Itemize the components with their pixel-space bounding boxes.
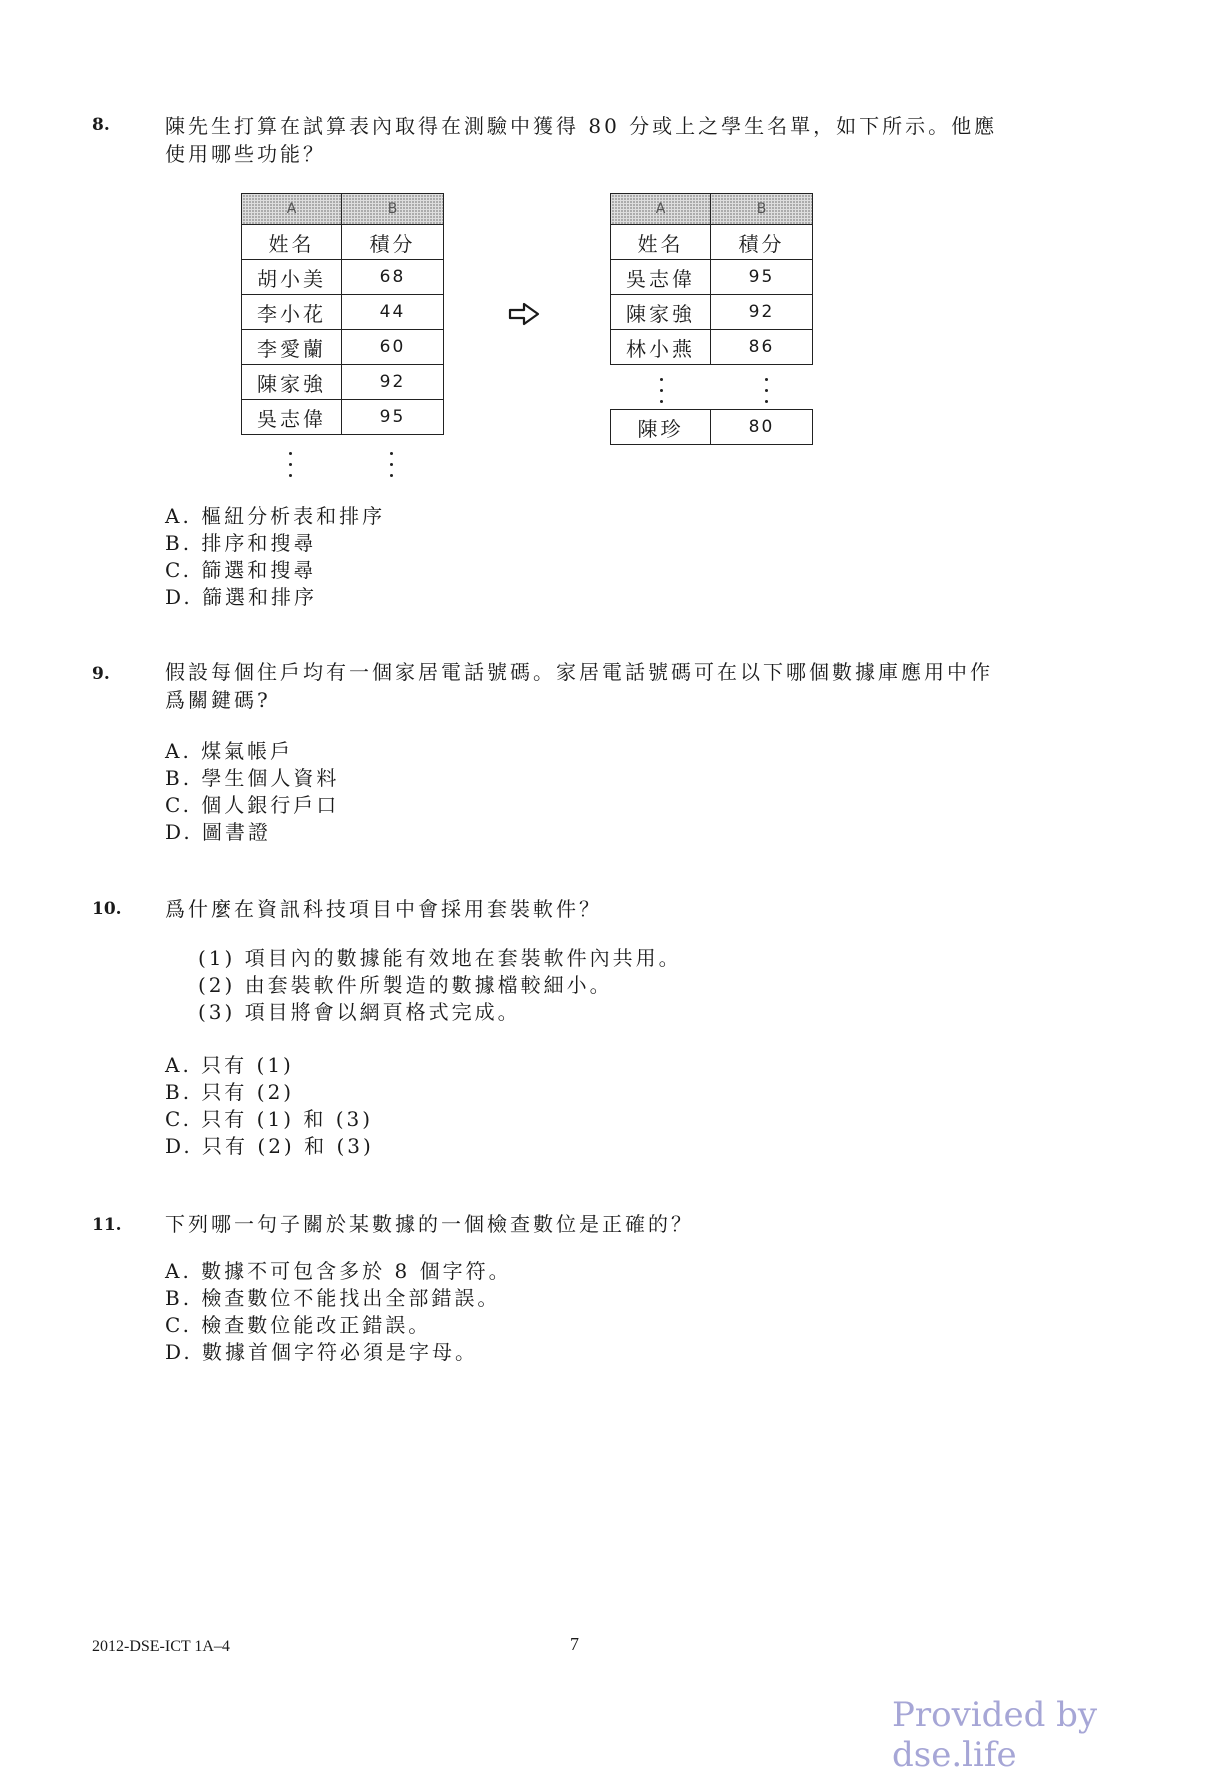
option-d: D. 圖書證	[165, 820, 272, 844]
option-c: C. 只有 (1) 和 (3)	[165, 1107, 374, 1131]
option-d: D. 篩選和排序	[165, 585, 318, 609]
field-header-score: 積分	[342, 225, 444, 260]
cell-score: 80	[711, 410, 813, 445]
statement-1: (1) 項目內的數據能有效地在套裝軟件內共用。	[198, 946, 682, 970]
question-11-text	[165, 1210, 1065, 1238]
right-spreadsheet	[610, 193, 813, 365]
question-9-line2: 爲關鍵碼?	[165, 688, 271, 712]
question-10-line1: 爲什麼在資訊科技項目中會採用套裝軟件？	[165, 897, 602, 921]
table-row	[242, 295, 444, 330]
cell-name: 李愛蘭	[242, 330, 342, 365]
cell-score: 44	[342, 295, 444, 330]
option-b: B. 排序和搜尋	[165, 531, 317, 555]
field-header-name: 姓名	[611, 225, 711, 260]
right-outline-arrow-icon	[508, 302, 540, 326]
question-10-number: 10.	[92, 899, 122, 919]
table-row	[611, 330, 813, 365]
field-header-row	[242, 225, 444, 260]
field-header-score: 積分	[711, 225, 813, 260]
option-a: A. 樞紐分析表和排序	[165, 504, 386, 528]
option-c: C. 個人銀行戶口	[165, 793, 340, 817]
question-10-options	[165, 1052, 374, 1160]
question-9-number: 9.	[92, 664, 110, 684]
cell-name: 林小燕	[611, 330, 711, 365]
option-b: B. 學生個人資料	[165, 766, 340, 790]
option-a: A. 只有 (1)	[165, 1053, 294, 1077]
continuation-dots	[288, 452, 294, 485]
cell-score: 68	[342, 260, 444, 295]
question-8-options	[165, 503, 385, 611]
table-row	[242, 260, 444, 295]
left-spreadsheet	[241, 193, 444, 435]
question-11-line1: 下列哪一句子關於某數據的一個檢查數位是正確的？	[165, 1212, 694, 1236]
table-row	[242, 365, 444, 400]
option-c: C. 篩選和搜尋	[165, 558, 317, 582]
cell-name: 李小花	[242, 295, 342, 330]
cell-score: 86	[711, 330, 813, 365]
column-header-b: B	[342, 194, 444, 225]
table-row	[611, 410, 813, 445]
option-d: D. 只有 (2) 和 (3)	[165, 1134, 374, 1158]
question-10-text	[165, 895, 1065, 923]
option-c: C. 檢查數位能改正錯誤。	[165, 1313, 432, 1337]
question-9-line1: 假設每個住戶均有一個家居電話號碼。家居電話號碼可在以下哪個數據庫應用中作	[165, 660, 993, 684]
continuation-dots	[389, 452, 395, 485]
question-8-line1: 陳先生打算在試算表內取得在測驗中獲得 80 分或上之學生名單，如下所示。他應	[165, 114, 998, 138]
column-header-a: A	[242, 194, 342, 225]
field-header-name: 姓名	[242, 225, 342, 260]
cell-score: 60	[342, 330, 444, 365]
question-8-text	[165, 112, 1065, 168]
question-9-text	[165, 658, 1065, 714]
cell-name: 陳家強	[611, 295, 711, 330]
option-a: A. 數據不可包含多於 8 個字符。	[165, 1259, 512, 1283]
cell-score: 92	[342, 365, 444, 400]
statement-3: (3) 項目將會以網頁格式完成。	[198, 1000, 521, 1024]
question-9-options	[165, 738, 339, 846]
table-row	[242, 400, 444, 435]
column-header-b: B	[711, 194, 813, 225]
continuation-dots	[659, 378, 665, 411]
option-a: A. 煤氣帳戶	[165, 739, 294, 763]
cell-score: 92	[711, 295, 813, 330]
column-header-a: A	[611, 194, 711, 225]
question-11-options	[165, 1258, 512, 1366]
cell-name: 吳志偉	[611, 260, 711, 295]
paper-code: 2012-DSE-ICT 1A–4	[92, 1638, 230, 1655]
question-11-number: 11.	[92, 1215, 122, 1235]
option-b: B. 只有 (2)	[165, 1080, 295, 1104]
option-d: D. 數據首個字符必須是字母。	[165, 1340, 479, 1364]
table-row	[611, 260, 813, 295]
cell-score: 95	[342, 400, 444, 435]
watermark: Provided by dse.life	[892, 1695, 1098, 1775]
field-header-row	[611, 225, 813, 260]
column-header-row	[242, 194, 444, 225]
continuation-dots	[764, 378, 770, 411]
statement-2: (2) 由套裝軟件所製造的數據檔較細小。	[198, 973, 613, 997]
column-header-row	[611, 194, 813, 225]
right-spreadsheet-last-row	[610, 409, 813, 445]
cell-name: 胡小美	[242, 260, 342, 295]
table-row	[242, 330, 444, 365]
cell-score: 95	[711, 260, 813, 295]
cell-name: 陳珍	[611, 410, 711, 445]
option-b: B. 檢查數位不能找出全部錯誤。	[165, 1286, 501, 1310]
question-10-statements	[198, 945, 682, 1026]
page-number: 7	[570, 1634, 579, 1654]
question-8-line2: 使用哪些功能？	[165, 142, 326, 166]
table-row	[611, 295, 813, 330]
question-8-number: 8.	[92, 115, 110, 135]
cell-name: 吳志偉	[242, 400, 342, 435]
cell-name: 陳家強	[242, 365, 342, 400]
